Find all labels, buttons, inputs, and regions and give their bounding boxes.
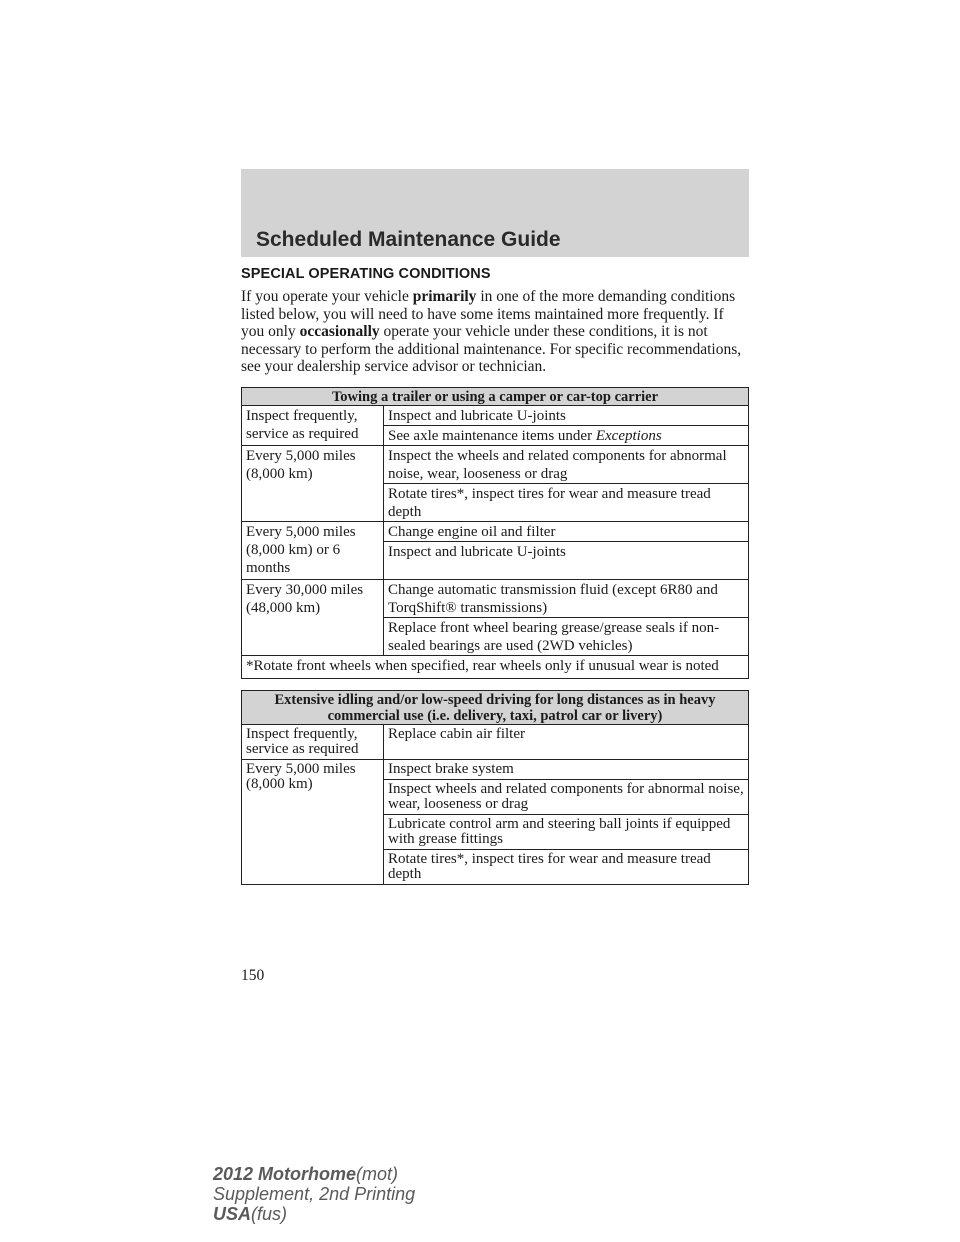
interval-cell: Inspect frequently, service as required — [242, 405, 384, 445]
idling-table — [241, 690, 749, 885]
footer-line-2: Supplement, 2nd Printing — [213, 1184, 416, 1204]
footer-line-1 — [213, 1164, 415, 1184]
towing-table-title: Towing a trailer or using a camper or car-top carrier — [242, 387, 749, 405]
service-item: Change engine oil and filter — [384, 521, 749, 541]
towing-table — [241, 387, 749, 679]
intro-text-1: If you operate your vehicle — [241, 288, 413, 305]
main-content — [241, 266, 749, 885]
page-header-title: Scheduled Maintenance Guide — [256, 228, 561, 251]
service-item-text: See axle maintenance items under — [388, 427, 596, 444]
page-number: 150 — [241, 967, 265, 984]
service-item-italic: Exceptions — [595, 427, 662, 444]
idling-table-title: Extensive idling and/or low-speed driving for long distances as in heavy commercial use (i.e. delivery, taxi, patrol car or livery) — [242, 690, 749, 724]
interval-cell: Every 30,000 miles (48,000 km) — [242, 579, 384, 655]
footer-model: 2012 Motorhome — [213, 1164, 357, 1184]
service-item: Rotate tires*, inspect tires for wear and measure tread depth — [384, 483, 749, 521]
interval-cell: Inspect frequently, service as required — [242, 724, 384, 759]
service-item: Change automatic transmission fluid (except 6R80 and TorqShift® transmissions) — [384, 579, 749, 617]
intro-text-3: operate your vehicle under these conditions, it is not necessary to perform the additional maintenance. For specific recommendations, see your dealership service advisor or technician. — [241, 323, 742, 376]
footer-market: USA — [213, 1204, 252, 1224]
intro-bold-primarily: primarily — [412, 288, 477, 305]
service-item: Inspect the wheels and related components for abnormal noise, wear, looseness or drag — [384, 445, 749, 483]
service-item: Inspect brake system — [384, 759, 749, 779]
service-item: Rotate tires*, inspect tires for wear and measure tread depth — [384, 849, 749, 884]
footer-market-code: (fus) — [251, 1204, 288, 1224]
service-item: Replace cabin air filter — [384, 724, 749, 759]
header-band — [241, 169, 749, 257]
service-item: Inspect and lubricate U-joints — [384, 541, 749, 579]
service-item: Inspect and lubricate U-joints — [384, 405, 749, 425]
service-item: Inspect wheels and related components for abnormal noise, wear, looseness or drag — [384, 779, 749, 814]
intro-bold-occasionally: occasionally — [299, 323, 380, 341]
document-footer — [213, 1164, 415, 1224]
footer-line-3 — [213, 1204, 415, 1224]
intro-text-2: in one of the more demanding conditions listed below, you will need to have some items maintained more frequently. If you only — [241, 288, 736, 341]
interval-cell: Every 5,000 miles (8,000 km) — [242, 445, 384, 521]
interval-cell: Every 5,000 miles (8,000 km) or 6 months — [242, 521, 384, 579]
intro-paragraph — [241, 288, 749, 376]
footer-model-code: (mot) — [356, 1164, 399, 1184]
section-heading: SPECIAL OPERATING CONDITIONS — [241, 266, 491, 282]
service-item: Replace front wheel bearing grease/grease seals if non-sealed bearings are used (2WD vehicles) — [384, 617, 749, 655]
interval-cell: Every 5,000 miles (8,000 km) — [242, 759, 384, 884]
service-item: Lubricate control arm and steering ball joints if equipped with grease fittings — [384, 814, 749, 849]
service-item — [384, 425, 749, 445]
table-footnote: *Rotate front wheels when specified, rear wheels only if unusual wear is noted — [242, 655, 749, 678]
